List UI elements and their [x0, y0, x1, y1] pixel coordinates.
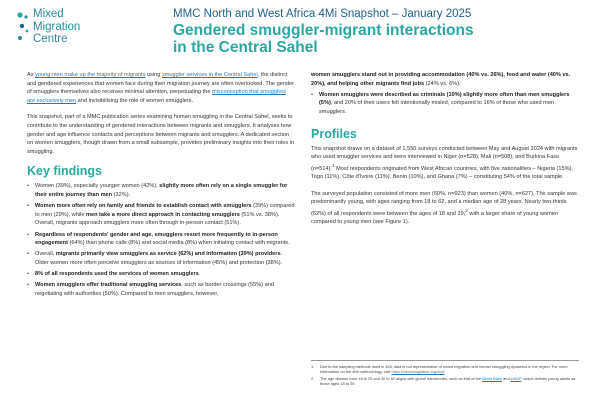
finding-text: (32%).: [112, 191, 131, 198]
logo-line-1: Mixed: [33, 8, 64, 20]
footnote-text-b: and: [502, 375, 511, 381]
footnote-link[interactable]: https://mixedmigration.org/4mi/: [391, 369, 445, 374]
finding-item: [27, 270, 295, 279]
finding-bold: 8% of all respondents used the services of women smugglers: [35, 271, 199, 278]
footnote-text: [320, 376, 579, 386]
footnote-ref[interactable]: 1: [332, 162, 335, 168]
finding-bold: Women smugglers offer traditional smuggling services: [35, 282, 182, 289]
document-header: [173, 8, 588, 56]
footnote-ref[interactable]: 2: [465, 207, 468, 213]
link-misconception[interactable]: misconception that smugglers are exclusively men: [27, 89, 286, 104]
footnote-text-c: , which defines young adults as those aged 18 to 29.: [320, 375, 576, 386]
profiles-paragraph-1: [311, 145, 579, 182]
finding-bold: men take a more direct approach in contacting smugglers: [86, 211, 240, 218]
finding-text: (39%) compared to men (29%), while: [35, 203, 295, 218]
finding-bold: Regardless of respondents' gender and age, smugglers resort more frequently to in-person engagement: [35, 231, 278, 247]
finding-item: [27, 182, 295, 199]
finding-item: [27, 281, 295, 298]
mmc-logo-text: [33, 8, 80, 46]
left-column: [27, 71, 295, 301]
intro-text-d: and invisibilising the role of women smugglers.: [76, 97, 194, 104]
key-findings-heading: Key findings: [27, 164, 103, 179]
footnotes: [311, 360, 579, 387]
finding-bold: migrants primarily view smugglers as service (62%) and information (39%) providers: [55, 251, 281, 258]
footnote-link-undp[interactable]: UNDP: [510, 375, 522, 381]
profiles-text: Most respondents originated from West African countries, with five nationalities – Nigeria (15%), Togo (11%), Côte d'Ivoire (11%), Benin (10%), and Ghana (7%) – constituting 54% of the total sample.: [311, 165, 573, 181]
page-title-line-2: in the Central Sahel: [173, 39, 318, 56]
key-findings-list-continued: [311, 91, 579, 117]
intro-paragraph: [27, 71, 295, 105]
right-column: [311, 71, 579, 235]
finding-bold: women smugglers stand out in providing accommodation (40% vs. 26%), food and water (40% vs. 20%), and helping other migrants find jobs: [311, 72, 571, 87]
findings-continued-1: [311, 71, 579, 88]
finding-text: .: [198, 271, 201, 278]
finding-text: (51% vs. 38%). Overall, migrants approach smugglers more often through in-person contact (51%).: [35, 211, 280, 227]
finding-bold: slightly more often rely on a single smuggler for their entire journey than men: [35, 183, 288, 198]
page-title-line-1: Gendered smuggler-migrant interactions: [173, 22, 474, 39]
profiles-text: The surveyed population consisted of more men (60%, n=923) than women (40%, n=627). The sample was predominantly young, with ages ranging from 18 to 62, and a median age of 28 years. Nearly two-thirds (62%) of all respondents were between the ages of 18 and 29,: [311, 190, 577, 217]
finding-item: [27, 231, 295, 248]
finding-item: [311, 91, 579, 117]
footnote: [311, 376, 579, 386]
footnote-number: 2: [311, 375, 314, 381]
intro-text-b: using: [145, 72, 162, 78]
intro-text-a: As: [27, 72, 36, 78]
finding-text: , such as border crossings (55%) and negotiating with authorities (50%). Compared to men smugglers, however,: [35, 282, 274, 297]
finding-text: . Older women more often perceive smugglers as sources of information (45%) and protection (38%).: [35, 251, 283, 266]
footnote-link-world-bank[interactable]: World Bank: [482, 375, 503, 381]
key-findings-list: [27, 182, 295, 298]
footnote-text-a: The age division from 18 to 29 and 30 to 62 aligns with global frameworks, such as that of the: [320, 375, 482, 381]
mmc-logo: [16, 8, 136, 48]
footnote: [311, 364, 579, 374]
profiles-text: This snapshot draws on a dataset of 1,550 surveys conducted between May and August 2024 with migrants who used smuggler services and were interviewed in Niger (n=528), Mali (n=508), and Burkina Faso (n=514).: [311, 145, 578, 172]
profiles-heading: Profiles: [311, 126, 357, 141]
intro-text-c: , the distinct and gendered experiences that women face during their migration journey are often overlooked. The gender of smugglers themselves also receives minimal attention, perpetuating the: [27, 72, 295, 96]
logo-line-2: Migration: [33, 20, 81, 33]
page-title: [173, 22, 588, 56]
profiles-paragraph-2: [311, 190, 579, 227]
finding-bold: Women smugglers were described as criminals (10%) slightly more often than men smugglers (5%): [319, 91, 570, 107]
footnote-number: 1: [311, 364, 314, 369]
finding-item: [27, 202, 295, 228]
mmc-logo-mark-icon: [16, 11, 30, 47]
intro-paragraph-2: This snapshot, part of a MMC publication series examining human smuggling in the Central Sahel, seeks to contribute to the understanding of gendered interactions between migrants and smugglers. It analyses how gender and age influence contacts and perceptions between migrants and smugglers. A dedicated section on women smugglers, though drawn from a small subsample, provides preliminary insights into their roles in smuggling.: [27, 114, 295, 155]
finding-item: [27, 250, 295, 267]
finding-text: Overall,: [35, 251, 56, 258]
finding-text: Women (39%), especially younger women (42%),: [35, 183, 160, 190]
series-title: MMC North and West Africa 4Mi Snapshot – January 2025: [173, 8, 472, 20]
footnote-text-a: Due to the sampling methods used in 4Mi, data is not representative of mixed migration and human smuggling dynamics in the region. For more information on the 4Mi methodology, visit: [320, 364, 568, 374]
finding-bold: Women more often rely on family and friends to establish contact with smugglers: [35, 203, 252, 210]
footnote-text: [320, 364, 579, 374]
finding-text: (24% vs. 6%).: [424, 80, 461, 87]
logo-line-3: Centre: [33, 33, 68, 45]
link-smuggler-services[interactable]: smuggler services in the Central Sahel: [161, 72, 258, 78]
finding-text: , and 20% of their users felt intentionally misled, compared to 16% of those who used men smugglers.: [319, 100, 555, 115]
finding-text: (64%) than phone calls (8%) and social media (8%) when initiating contact with migrants.: [67, 240, 290, 247]
profiles-text: with a larger share of young women compared to young men (see Figure 1).: [311, 210, 559, 226]
link-young-men-majority[interactable]: young men make up the majority of migrants: [35, 72, 146, 78]
